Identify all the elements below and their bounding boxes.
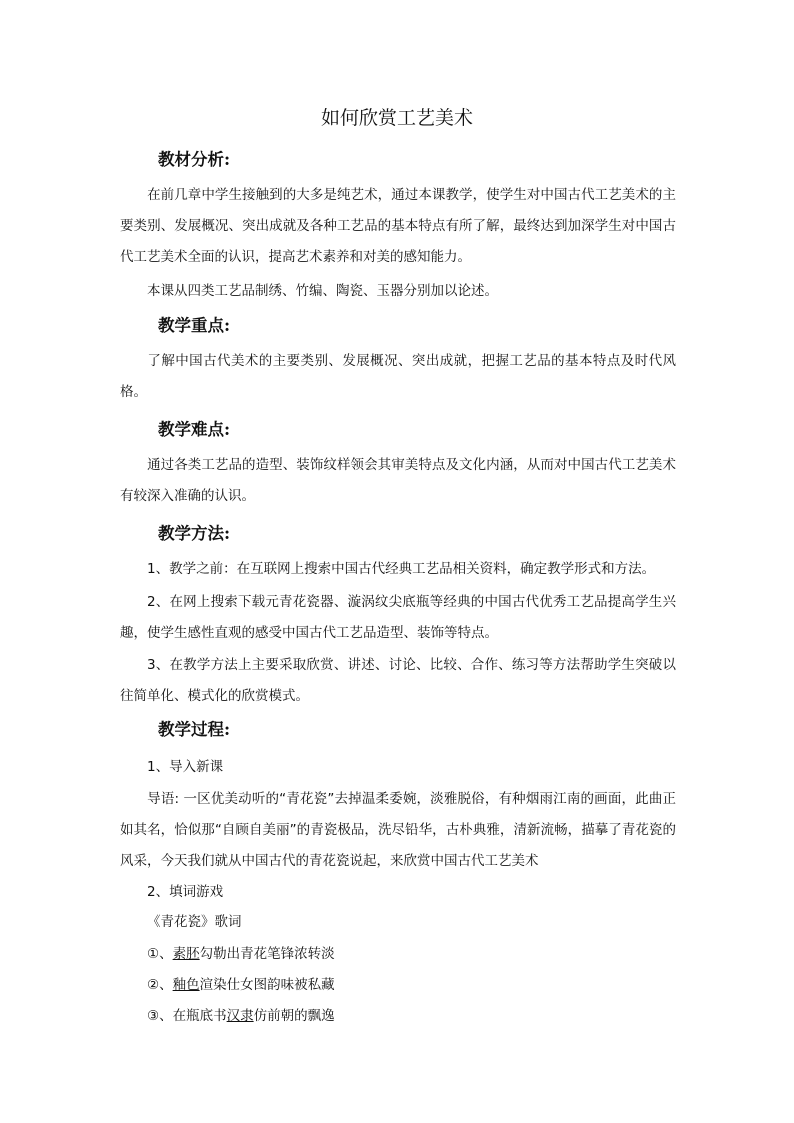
paragraph-analysis-2: 本课从四类工艺品制绣、竹编、陶瓷、玉器分别加以论述。: [147, 283, 498, 299]
lyrics-line-1: ①、素胚勾勒出青花笔锋浓转淡: [147, 946, 335, 962]
lyrics-line-2: ②、釉色渲染仕女图韵味被私藏: [147, 977, 335, 993]
paragraph-intro: 导语: 一区优美动听的“青花瓷”去掉温柔委婉，淡雅脱俗，有种烟雨江南的画面，此曲正如其名，恰似那“自顾自美丽”的青瓷极品，洗尽铅华，古朴典雅，清新流畅，描摹了青花瓷的风采，今天我们就从中国古代的青花瓷说起，来欣赏中国古代工艺美术: [120, 791, 676, 869]
method-item-3: 3、在教学方法上主要采取欣赏、讲述、讨论、比较、合作、练习等方法帮助学生突破以往简单化、模式化的欣赏模式。: [120, 657, 676, 704]
paragraph-key-points: 了解中国古代美术的主要类别、发展概况、突出成就，把握工艺品的基本特点及时代风格。: [120, 353, 676, 400]
lyrics-title: 《青花瓷》歌词: [147, 914, 242, 930]
method-item-2: 2、在网上搜索下载元青花瓷器、漩涡纹尖底瓶等经典的中国古代优秀工艺品提高学生兴趣，使学生感性直观的感受中国古代工艺品造型、装饰等特点。: [120, 594, 676, 641]
method-item-1: 1、教学之前：在互联网上搜索中国古代经典工艺品相关资料，确定教学形式和方法。: [147, 561, 656, 577]
document-title: 如何欣赏工艺美术: [320, 107, 473, 129]
paragraph-difficulty: 通过各类工艺品的造型、装饰纹样领会其审美特点及文化内涵，从而对中国古代工艺美术有较深入准确的认识。: [120, 457, 676, 504]
heading-analysis: 教材分析:: [158, 150, 231, 169]
process-step-2: 2、填词游戏: [147, 884, 224, 900]
heading-key-points: 教学重点:: [158, 316, 231, 335]
blank-1: 素胚: [172, 946, 200, 962]
paragraph-analysis-1: 在前几章中学生接触到的大多是纯艺术，通过本课教学，使学生对中国古代工艺美术的主要类别、发展概况、突出成就及各种工艺品的基本特点有所了解，最终达到加深学生对中国古代工艺美术全面的认识，提高艺术素养和对美的感知能力。: [120, 187, 676, 265]
blank-2: 釉色: [172, 977, 200, 993]
lyrics-line-3: ③、在瓶底书汉隶仿前朝的飘逸: [147, 1008, 335, 1024]
heading-method: 教学方法:: [158, 524, 231, 543]
heading-process: 教学过程:: [158, 720, 231, 739]
process-step-1: 1、导入新课: [147, 759, 224, 775]
heading-difficulty: 教学难点:: [158, 420, 231, 439]
blank-3: 汉隶: [226, 1008, 254, 1024]
